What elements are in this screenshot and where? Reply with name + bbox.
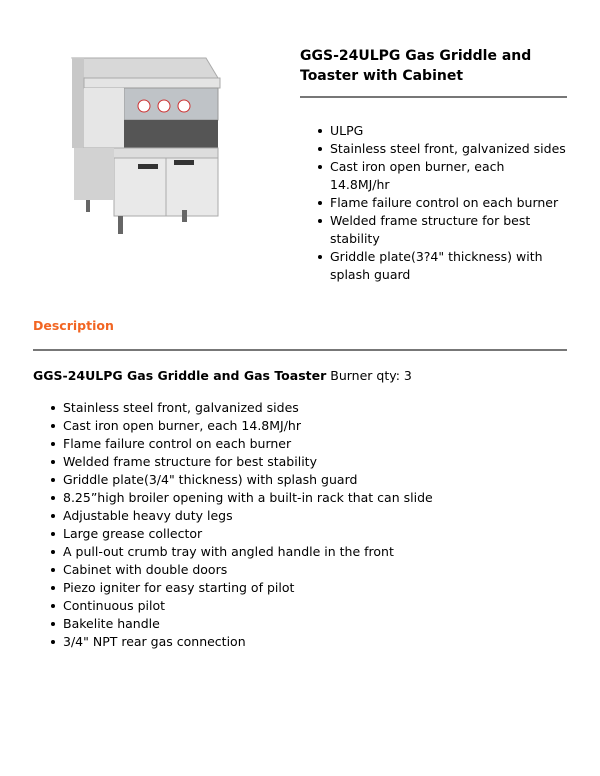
list-item: Griddle plate(3?4" thickness) with splash guard: [316, 248, 566, 284]
list-item: Bakelite handle: [49, 615, 569, 633]
list-item: A pull-out crumb tray with angled handle in the front: [49, 543, 569, 561]
list-item: Piezo igniter for easy starting of pilot: [49, 579, 569, 597]
product-image: [66, 50, 226, 240]
list-item: Continuous pilot: [49, 597, 569, 615]
list-item: Flame failure control on each burner: [316, 194, 566, 212]
lead-bold: GGS-24ULPG Gas Griddle and Gas Toaster: [33, 368, 327, 383]
list-item: Stainless steel front, galvanized sides: [316, 140, 566, 158]
product-title: GGS-24ULPG Gas Griddle and Toaster with Cabinet: [300, 48, 532, 84]
list-item: 3/4" NPT rear gas connection: [49, 633, 569, 651]
description-heading: Description: [33, 318, 114, 333]
feature-list: [49, 399, 569, 651]
divider: [300, 96, 567, 98]
divider: [33, 349, 567, 351]
list-item: Cast iron open burner, each 14.8MJ/hr: [49, 417, 569, 435]
list-item: Welded frame structure for best stability: [316, 212, 566, 248]
list-item: Flame failure control on each burner: [49, 435, 569, 453]
description-lead: [33, 368, 412, 383]
list-item: Welded frame structure for best stability: [49, 453, 569, 471]
list-item: Stainless steel front, galvanized sides: [49, 399, 569, 417]
list-item: ULPG: [316, 122, 566, 140]
list-item: Large grease collector: [49, 525, 569, 543]
list-item: 8.25”high broiler opening with a built-in rack that can slide: [49, 489, 569, 507]
list-item: Cast iron open burner, each 14.8MJ/hr: [316, 158, 566, 194]
list-item: Adjustable heavy duty legs: [49, 507, 569, 525]
lead-rest: Burner qty: 3: [326, 368, 412, 383]
list-item: Cabinet with double doors: [49, 561, 569, 579]
list-item: Griddle plate(3/4" thickness) with splash guard: [49, 471, 569, 489]
spec-list: [316, 122, 566, 284]
